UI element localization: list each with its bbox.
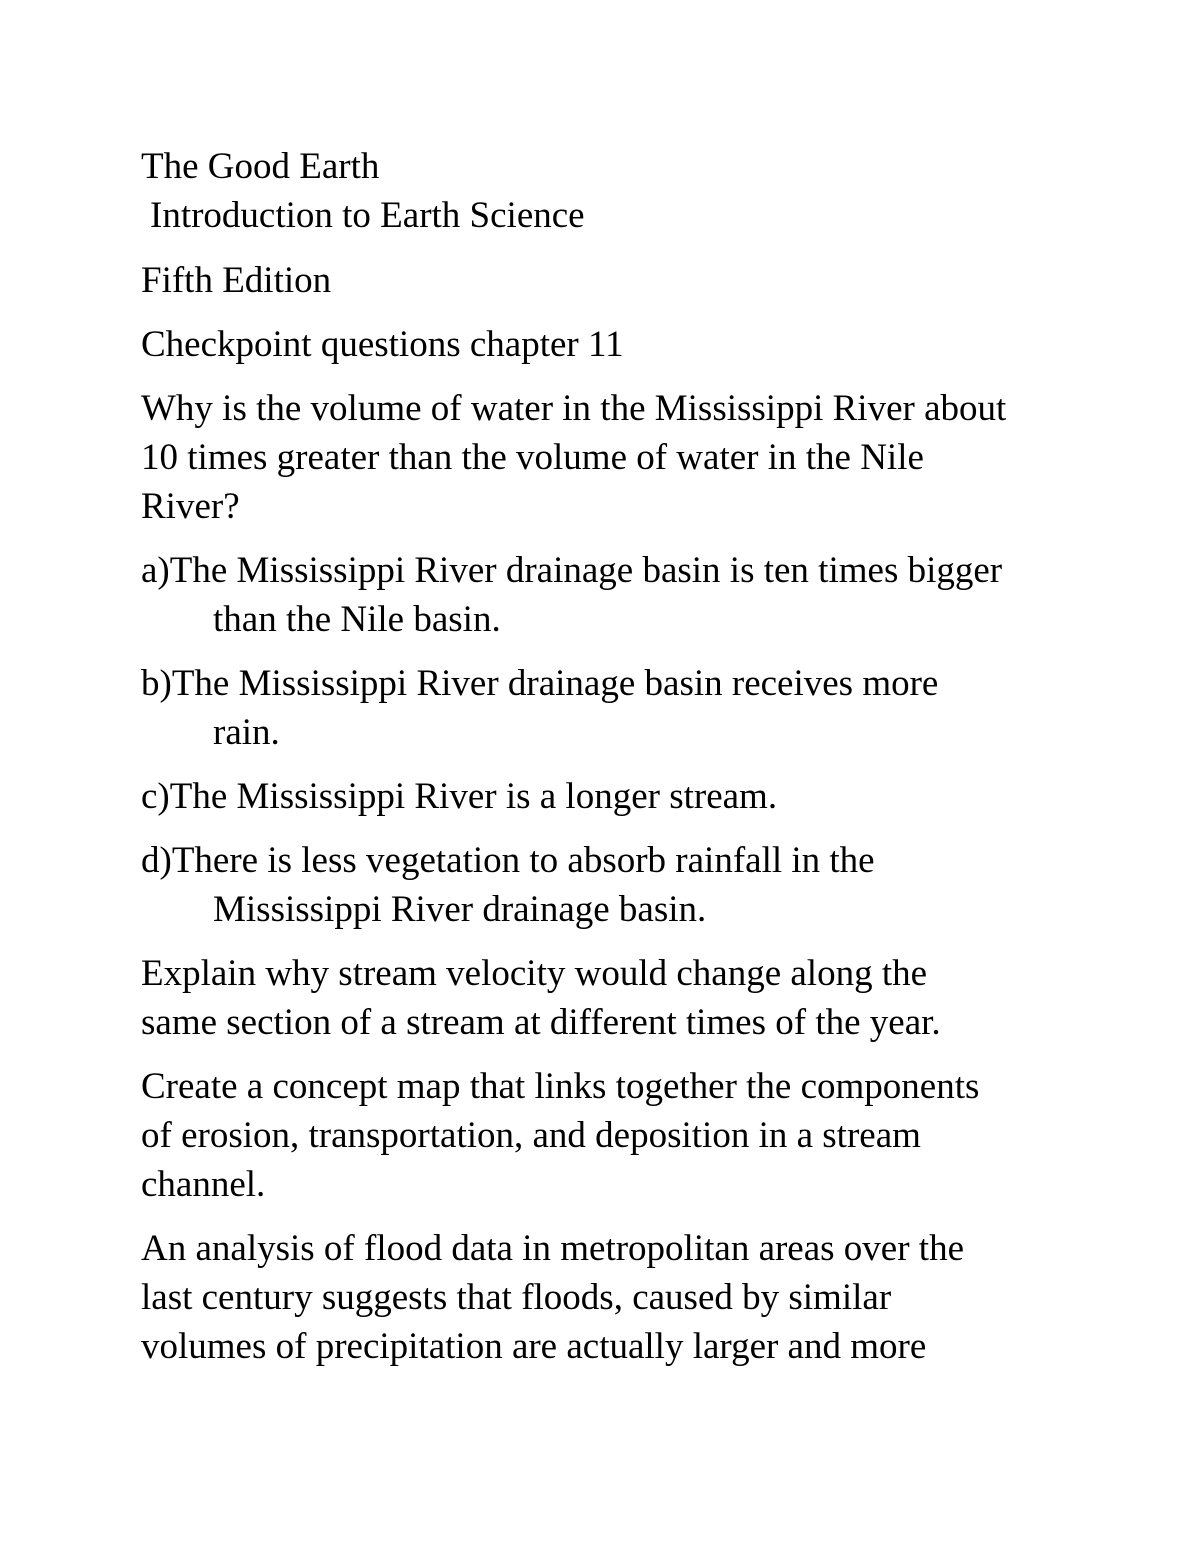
question-2 <box>141 949 1081 1047</box>
question-3-line: channel. <box>141 1164 266 1205</box>
answer-option-d-text: Mississippi River drainage basin. <box>213 889 707 930</box>
question-2-line: Explain why stream velocity would change along the <box>141 953 928 994</box>
question-3-line: Create a concept map that links together the components <box>141 1066 980 1107</box>
document-title: The Good Earth <box>141 146 380 187</box>
question-1-line: River? <box>141 486 240 527</box>
question-4-line: An analysis of flood data in metropolitan areas over the <box>141 1228 964 1269</box>
question-4 <box>141 1224 1081 1371</box>
answer-option-b-text: b)The Mississippi River drainage basin receives more <box>141 663 939 704</box>
answer-option-b-text: rain. <box>213 712 280 753</box>
question-3 <box>141 1062 1081 1209</box>
answer-option-d-text: d)There is less vegetation to absorb rainfall in the <box>141 840 875 881</box>
section-heading: Checkpoint questions chapter 11 <box>141 324 624 365</box>
question-4-line: last century suggests that floods, caused by similar <box>141 1277 892 1318</box>
answer-option-a-text: a)The Mississippi River drainage basin is ten times bigger <box>141 550 1003 591</box>
answer-option-c <box>141 772 1081 821</box>
question-1-line: 10 times greater than the volume of water in the Nile <box>141 437 924 478</box>
answer-option-a <box>141 546 1081 644</box>
question-1-line: Why is the volume of water in the Mississippi River about <box>141 388 1007 429</box>
answer-option-a-text: than the Nile basin. <box>213 599 501 640</box>
answer-option-c-text: c)The Mississippi River is a longer stream. <box>141 776 778 817</box>
question-3-line: of erosion, transportation, and deposition in a stream <box>141 1115 921 1156</box>
document-subtitle: Introduction to Earth Science <box>150 195 585 236</box>
document-edition: Fifth Edition <box>141 260 332 301</box>
answer-option-d <box>141 836 1081 934</box>
page-content <box>141 142 1081 1386</box>
answer-option-b <box>141 659 1081 757</box>
question-1 <box>141 384 1081 531</box>
question-4-line: volumes of precipitation are actually larger and more <box>141 1326 927 1367</box>
question-2-line: same section of a stream at different times of the year. <box>141 1002 941 1043</box>
